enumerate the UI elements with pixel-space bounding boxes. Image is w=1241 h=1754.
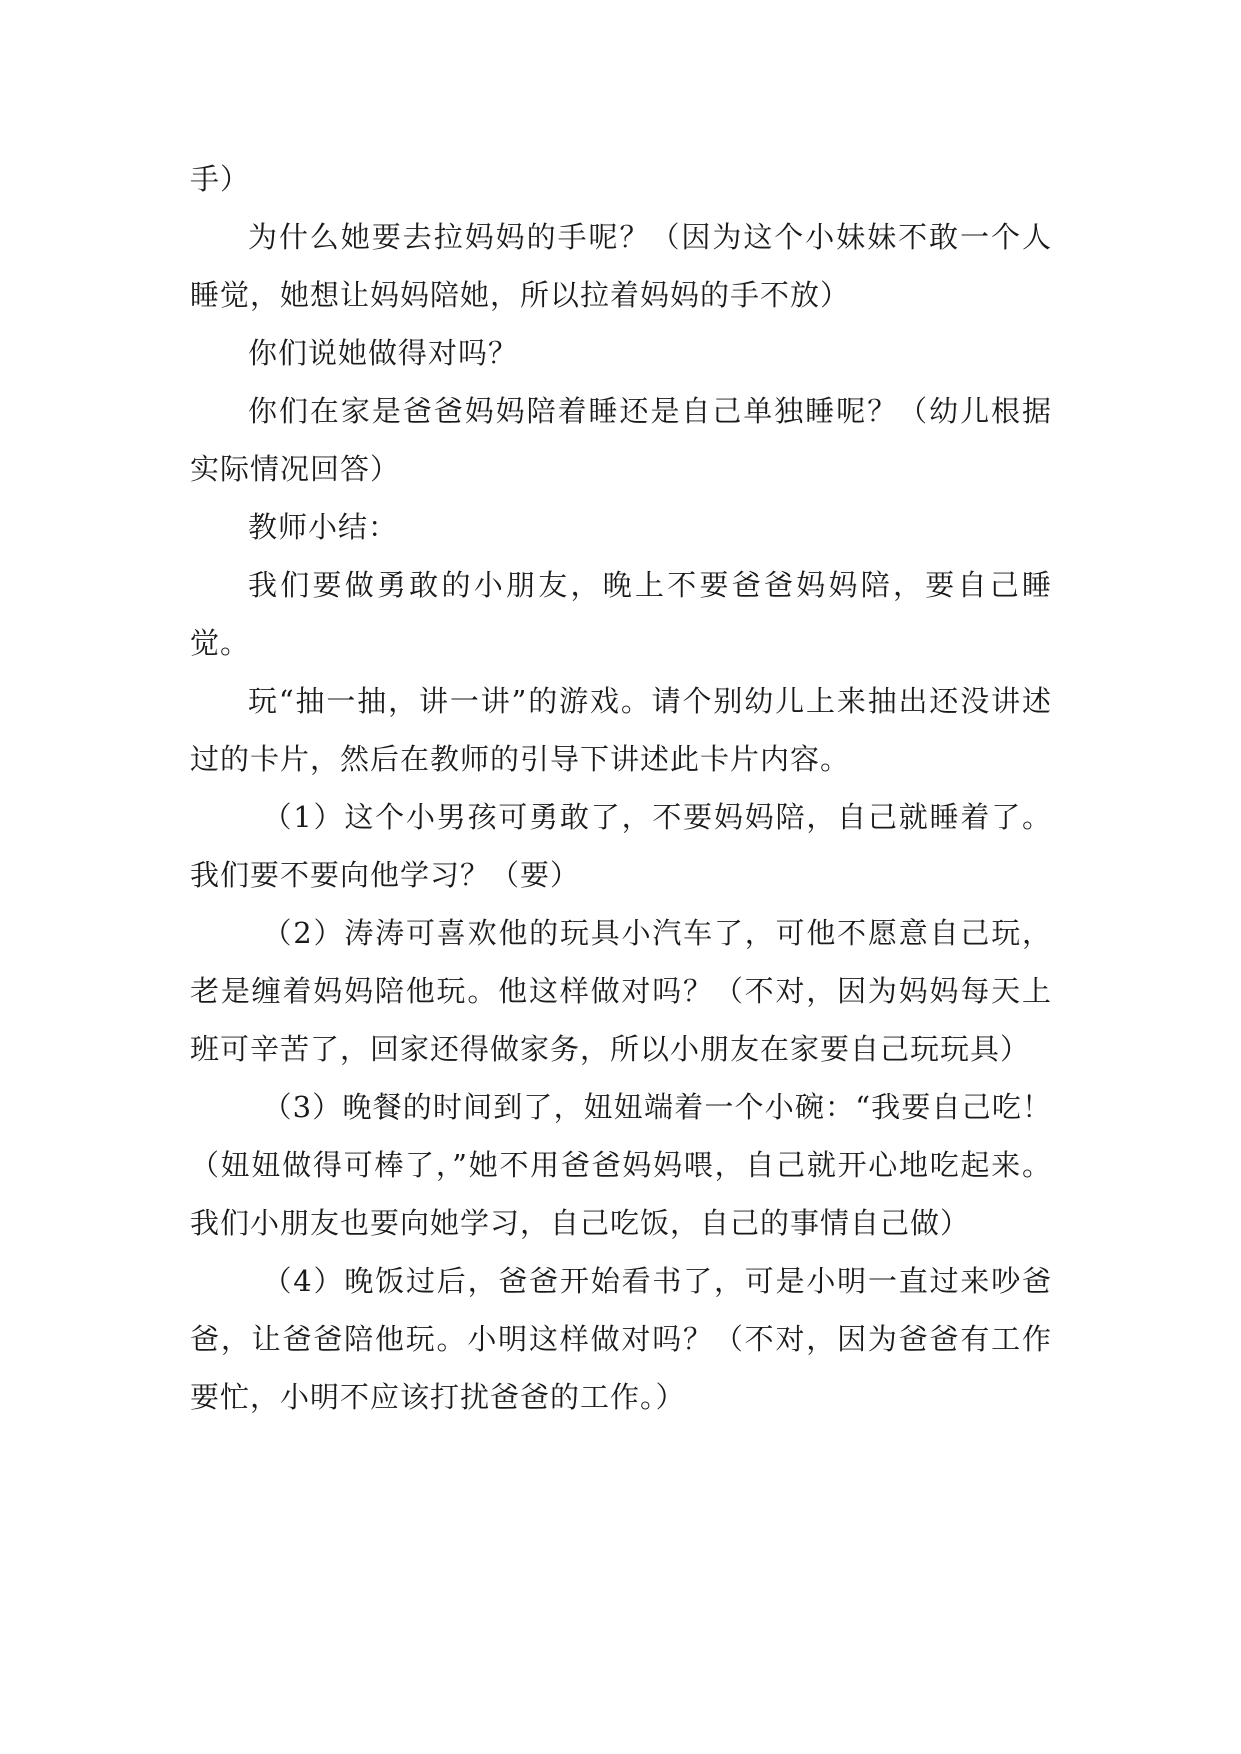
paragraph-card-4: （4）晚饭过后，爸爸开始看书了，可是小明一直过来吵爸爸，让爸爸陪他玩。小明这样做对吗？（不对，因为爸爸有工作要忙，小明不应该打扰爸爸的工作。） bbox=[190, 1264, 1052, 1414]
paragraph-game-instructions: 玩“抽一抽，讲一讲”的游戏。请个别幼儿上来抽出还没讲述过的卡片，然后在教师的引导下讲述此卡片内容。 bbox=[190, 684, 1052, 776]
paragraph-question-right: 你们说她做得对吗？ bbox=[248, 336, 519, 370]
document-page bbox=[190, 150, 1052, 1426]
paragraph-question-home: 你们在家是爸爸妈妈陪着睡还是自己单独睡呢？（幼儿根据实际情况回答） bbox=[190, 394, 1052, 486]
paragraph-question-why: 为什么她要去拉妈妈的手呢？（因为这个小妹妹不敢一个人睡觉，她想让妈妈陪她，所以拉着妈妈的手不放） bbox=[190, 220, 1052, 312]
paragraph-card-1: （1）这个小男孩可勇敢了，不要妈妈陪，自己就睡着了。我们要不要向他学习？（要） bbox=[190, 800, 1052, 892]
paragraph-continuation: 手） bbox=[190, 162, 251, 196]
paragraph-card-2: （2）涛涛可喜欢他的玩具小汽车了，可他不愿意自己玩，老是缠着妈妈陪他玩。他这样做对吗？（不对，因为妈妈每天上班可辛苦了，回家还得做家务，所以小朋友在家要自己玩玩具） bbox=[190, 916, 1052, 1066]
paragraph-teacher-summary-heading: 教师小结： bbox=[248, 510, 399, 544]
paragraph-teacher-summary: 我们要做勇敢的小朋友，晚上不要爸爸妈妈陪，要自己睡觉。 bbox=[190, 568, 1052, 660]
paragraph-card-3: （3）晚餐的时间到了，妞妞端着一个小碗：“我要自己吃！（妞妞做得可棒了，”她不用爸爸妈妈喂，自己就开心地吃起来。我们小朋友也要向她学习，自己吃饭，自己的事情自己做） bbox=[190, 1090, 1052, 1240]
